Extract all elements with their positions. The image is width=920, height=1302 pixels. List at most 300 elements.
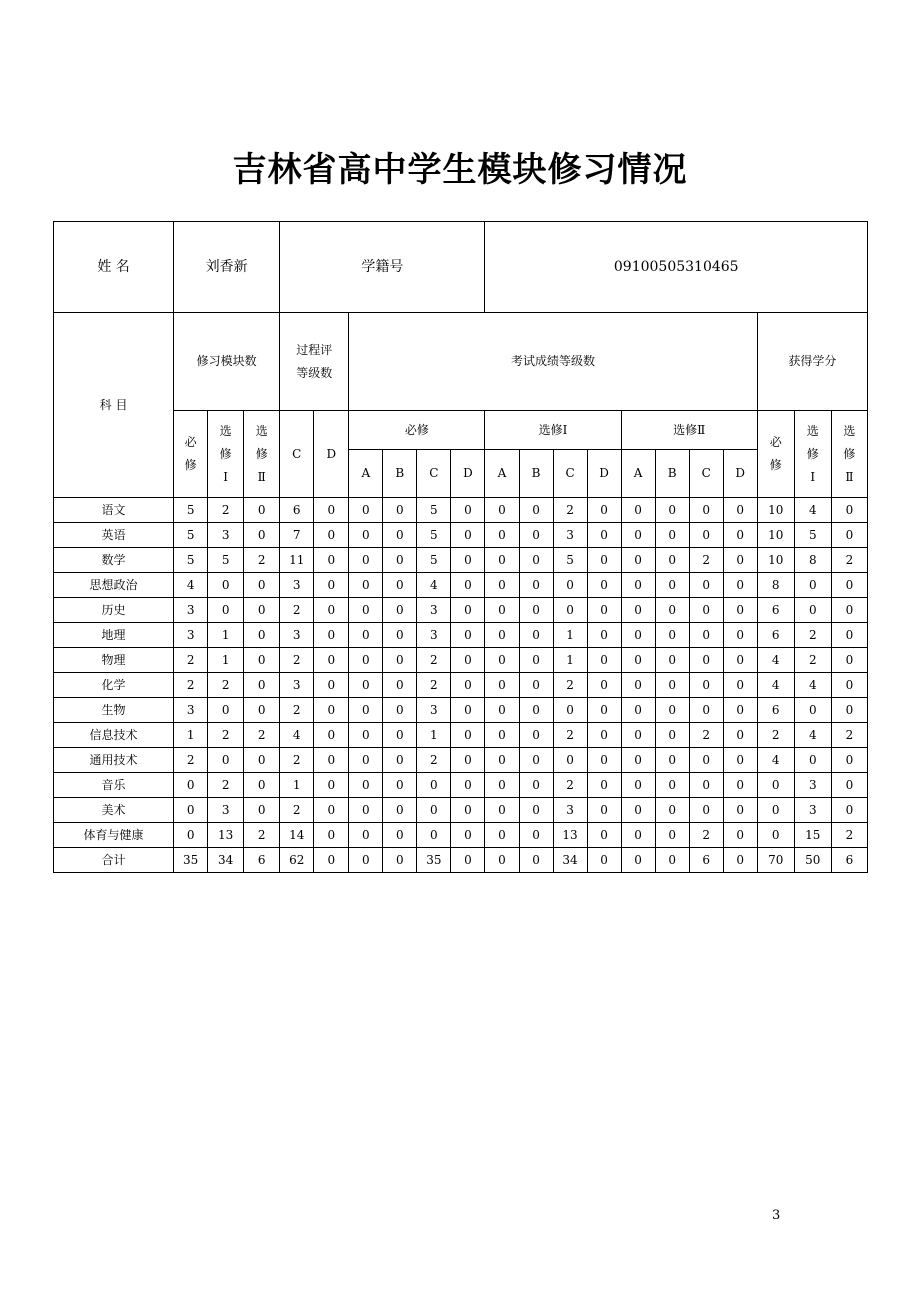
value-cell: 0 bbox=[655, 848, 689, 873]
value-cell: 0 bbox=[621, 648, 655, 673]
subject-header: 科 目 bbox=[54, 313, 174, 498]
value-cell: 0 bbox=[519, 573, 553, 598]
value-cell: 0 bbox=[621, 748, 655, 773]
value-cell: 1 bbox=[553, 648, 587, 673]
char: 必 bbox=[769, 435, 782, 449]
value-cell: 3 bbox=[174, 598, 208, 623]
value-cell: 0 bbox=[451, 623, 485, 648]
subject-cell: 语文 bbox=[54, 498, 174, 523]
value-cell: 0 bbox=[314, 798, 349, 823]
credits-required-header bbox=[757, 411, 794, 498]
value-cell: 0 bbox=[485, 698, 519, 723]
char: Ⅱ bbox=[257, 469, 266, 484]
value-cell: 0 bbox=[655, 798, 689, 823]
value-cell: 0 bbox=[587, 723, 621, 748]
subject-cell: 美术 bbox=[54, 798, 174, 823]
table-row bbox=[54, 748, 868, 773]
value-cell: 0 bbox=[383, 823, 417, 848]
value-cell: 0 bbox=[757, 773, 794, 798]
value-cell: 15 bbox=[794, 823, 831, 848]
value-cell: 0 bbox=[417, 773, 451, 798]
name-value: 刘香新 bbox=[174, 222, 280, 313]
student-id-value: 09100505310465 bbox=[485, 222, 868, 313]
value-cell: 0 bbox=[723, 848, 757, 873]
value-cell: 0 bbox=[723, 798, 757, 823]
value-cell: 0 bbox=[485, 773, 519, 798]
value-cell: 0 bbox=[244, 623, 280, 648]
value-cell: 3 bbox=[553, 798, 587, 823]
value-cell: 0 bbox=[208, 598, 244, 623]
char: 选 bbox=[219, 423, 232, 438]
value-cell: 0 bbox=[349, 598, 383, 623]
student-id-label: 学籍号 bbox=[280, 222, 485, 313]
value-cell: 0 bbox=[174, 773, 208, 798]
value-cell: 0 bbox=[723, 773, 757, 798]
value-cell: 5 bbox=[417, 498, 451, 523]
value-cell: 0 bbox=[383, 748, 417, 773]
page-number: 3 bbox=[772, 1208, 781, 1223]
value-cell: 0 bbox=[451, 848, 485, 873]
value-cell: 0 bbox=[621, 848, 655, 873]
value-cell: 0 bbox=[655, 648, 689, 673]
value-cell: 3 bbox=[280, 573, 314, 598]
value-cell: 0 bbox=[519, 698, 553, 723]
value-cell: 0 bbox=[485, 823, 519, 848]
value-cell: 0 bbox=[451, 548, 485, 573]
value-cell: 0 bbox=[244, 673, 280, 698]
value-cell: 0 bbox=[485, 573, 519, 598]
value-cell: 0 bbox=[794, 748, 831, 773]
value-cell: 2 bbox=[831, 723, 867, 748]
process-grade-header bbox=[280, 313, 349, 411]
value-cell: 0 bbox=[587, 623, 621, 648]
value-cell: 0 bbox=[383, 673, 417, 698]
value-cell: 0 bbox=[831, 573, 867, 598]
modules-elective2-header bbox=[244, 411, 280, 498]
value-cell: 0 bbox=[587, 573, 621, 598]
value-cell: 0 bbox=[519, 673, 553, 698]
value-cell: 0 bbox=[831, 648, 867, 673]
credits-header: 获得学分 bbox=[757, 313, 867, 411]
value-cell: 2 bbox=[831, 823, 867, 848]
value-cell: 0 bbox=[794, 698, 831, 723]
value-cell: 1 bbox=[208, 648, 244, 673]
process-c-header: C bbox=[280, 411, 314, 498]
value-cell: 4 bbox=[280, 723, 314, 748]
value-cell: 0 bbox=[451, 798, 485, 823]
value-cell: 0 bbox=[587, 548, 621, 573]
value-cell: 34 bbox=[553, 848, 587, 873]
value-cell: 0 bbox=[587, 498, 621, 523]
value-cell: 0 bbox=[349, 698, 383, 723]
value-cell: 0 bbox=[655, 573, 689, 598]
table-row bbox=[54, 548, 868, 573]
value-cell: 0 bbox=[383, 598, 417, 623]
exam-elective2-header: 选修Ⅱ bbox=[621, 411, 757, 450]
value-cell: 0 bbox=[451, 823, 485, 848]
value-cell: 5 bbox=[553, 548, 587, 573]
value-cell: 0 bbox=[314, 723, 349, 748]
value-cell: 0 bbox=[244, 748, 280, 773]
value-cell: 0 bbox=[621, 798, 655, 823]
subject-cell: 数学 bbox=[54, 548, 174, 573]
value-cell: 0 bbox=[519, 598, 553, 623]
value-cell: 0 bbox=[314, 698, 349, 723]
value-cell: 2 bbox=[244, 548, 280, 573]
value-cell: 0 bbox=[723, 523, 757, 548]
char: Ⅱ bbox=[845, 469, 854, 484]
value-cell: 5 bbox=[794, 523, 831, 548]
subject-cell: 物理 bbox=[54, 648, 174, 673]
value-cell: 0 bbox=[689, 573, 723, 598]
exam-elective1-header: 选修Ⅰ bbox=[485, 411, 621, 450]
value-cell: 3 bbox=[174, 698, 208, 723]
value-cell: 0 bbox=[174, 823, 208, 848]
grade-c-header: C bbox=[553, 450, 587, 498]
value-cell: 1 bbox=[174, 723, 208, 748]
header-row-2 bbox=[54, 411, 868, 450]
value-cell: 0 bbox=[349, 823, 383, 848]
value-cell: 0 bbox=[314, 573, 349, 598]
value-cell: 1 bbox=[208, 623, 244, 648]
value-cell: 0 bbox=[519, 773, 553, 798]
value-cell: 0 bbox=[794, 573, 831, 598]
student-info-row bbox=[54, 222, 868, 313]
value-cell: 62 bbox=[280, 848, 314, 873]
value-cell: 0 bbox=[519, 723, 553, 748]
subject-cell: 英语 bbox=[54, 523, 174, 548]
value-cell: 8 bbox=[794, 548, 831, 573]
table-row bbox=[54, 773, 868, 798]
value-cell: 0 bbox=[553, 598, 587, 623]
value-cell: 0 bbox=[621, 573, 655, 598]
value-cell: 4 bbox=[794, 498, 831, 523]
value-cell: 0 bbox=[831, 523, 867, 548]
value-cell: 0 bbox=[831, 673, 867, 698]
value-cell: 6 bbox=[757, 698, 794, 723]
grade-d-header: D bbox=[587, 450, 621, 498]
value-cell: 0 bbox=[757, 823, 794, 848]
value-cell: 5 bbox=[174, 548, 208, 573]
value-cell: 5 bbox=[174, 523, 208, 548]
value-cell: 3 bbox=[280, 673, 314, 698]
value-cell: 50 bbox=[794, 848, 831, 873]
value-cell: 0 bbox=[655, 548, 689, 573]
value-cell: 2 bbox=[417, 673, 451, 698]
value-cell: 0 bbox=[349, 548, 383, 573]
value-cell: 0 bbox=[519, 748, 553, 773]
value-cell: 10 bbox=[757, 498, 794, 523]
value-cell: 0 bbox=[383, 698, 417, 723]
value-cell: 4 bbox=[417, 573, 451, 598]
value-cell: 2 bbox=[553, 673, 587, 698]
table-row bbox=[54, 598, 868, 623]
grade-b-header: B bbox=[519, 450, 553, 498]
value-cell: 0 bbox=[349, 573, 383, 598]
value-cell: 3 bbox=[417, 698, 451, 723]
char: 修 bbox=[806, 446, 819, 461]
value-cell: 0 bbox=[485, 748, 519, 773]
value-cell: 2 bbox=[208, 673, 244, 698]
value-cell: 2 bbox=[280, 598, 314, 623]
value-cell: 11 bbox=[280, 548, 314, 573]
value-cell: 0 bbox=[757, 798, 794, 823]
value-cell: 3 bbox=[280, 623, 314, 648]
module-study-table bbox=[53, 221, 868, 873]
value-cell: 0 bbox=[244, 573, 280, 598]
value-cell: 0 bbox=[174, 798, 208, 823]
value-cell: 0 bbox=[655, 773, 689, 798]
value-cell: 0 bbox=[244, 698, 280, 723]
char: 必 bbox=[184, 435, 197, 449]
value-cell: 0 bbox=[417, 798, 451, 823]
grade-d-header: D bbox=[451, 450, 485, 498]
value-cell: 2 bbox=[417, 748, 451, 773]
value-cell: 2 bbox=[757, 723, 794, 748]
process-header-line2: 等级数 bbox=[296, 365, 333, 380]
table-row bbox=[54, 648, 868, 673]
value-cell: 0 bbox=[689, 798, 723, 823]
value-cell: 2 bbox=[794, 648, 831, 673]
value-cell: 0 bbox=[314, 598, 349, 623]
value-cell: 0 bbox=[553, 698, 587, 723]
value-cell: 0 bbox=[655, 598, 689, 623]
value-cell: 0 bbox=[383, 648, 417, 673]
table-row bbox=[54, 698, 868, 723]
value-cell: 2 bbox=[831, 548, 867, 573]
value-cell: 0 bbox=[485, 723, 519, 748]
value-cell: 0 bbox=[553, 573, 587, 598]
value-cell: 0 bbox=[723, 598, 757, 623]
value-cell: 0 bbox=[655, 498, 689, 523]
value-cell: 0 bbox=[485, 598, 519, 623]
value-cell: 0 bbox=[723, 498, 757, 523]
value-cell: 0 bbox=[383, 798, 417, 823]
value-cell: 0 bbox=[383, 523, 417, 548]
value-cell: 0 bbox=[417, 823, 451, 848]
value-cell: 0 bbox=[383, 623, 417, 648]
value-cell: 0 bbox=[349, 723, 383, 748]
value-cell: 0 bbox=[519, 798, 553, 823]
grade-c-header: C bbox=[417, 450, 451, 498]
modules-header: 修习模块数 bbox=[174, 313, 280, 411]
value-cell: 10 bbox=[757, 548, 794, 573]
table-row bbox=[54, 798, 868, 823]
grade-b-header: B bbox=[655, 450, 689, 498]
value-cell: 0 bbox=[621, 723, 655, 748]
char: 选 bbox=[255, 423, 268, 438]
value-cell: 2 bbox=[244, 823, 280, 848]
value-cell: 0 bbox=[655, 723, 689, 748]
value-cell: 0 bbox=[723, 548, 757, 573]
value-cell: 0 bbox=[244, 648, 280, 673]
subject-cell: 合计 bbox=[54, 848, 174, 873]
modules-elective1-header bbox=[208, 411, 244, 498]
value-cell: 0 bbox=[314, 848, 349, 873]
value-cell: 0 bbox=[519, 623, 553, 648]
value-cell: 0 bbox=[831, 623, 867, 648]
value-cell: 8 bbox=[757, 573, 794, 598]
value-cell: 0 bbox=[451, 698, 485, 723]
value-cell: 0 bbox=[587, 773, 621, 798]
value-cell: 3 bbox=[553, 523, 587, 548]
value-cell: 0 bbox=[587, 598, 621, 623]
value-cell: 3 bbox=[794, 798, 831, 823]
value-cell: 0 bbox=[519, 648, 553, 673]
value-cell: 0 bbox=[451, 573, 485, 598]
value-cell: 0 bbox=[723, 823, 757, 848]
value-cell: 0 bbox=[485, 623, 519, 648]
value-cell: 14 bbox=[280, 823, 314, 848]
value-cell: 2 bbox=[174, 748, 208, 773]
value-cell: 70 bbox=[757, 848, 794, 873]
value-cell: 0 bbox=[831, 698, 867, 723]
credits-elective1-header bbox=[794, 411, 831, 498]
value-cell: 0 bbox=[519, 548, 553, 573]
value-cell: 3 bbox=[208, 523, 244, 548]
subject-cell: 生物 bbox=[54, 698, 174, 723]
value-cell: 2 bbox=[174, 648, 208, 673]
table-body bbox=[54, 498, 868, 873]
value-cell: 0 bbox=[451, 648, 485, 673]
value-cell: 0 bbox=[689, 698, 723, 723]
value-cell: 6 bbox=[280, 498, 314, 523]
value-cell: 0 bbox=[723, 673, 757, 698]
value-cell: 6 bbox=[689, 848, 723, 873]
subject-cell: 体育与健康 bbox=[54, 823, 174, 848]
value-cell: 6 bbox=[757, 623, 794, 648]
process-d-header: D bbox=[314, 411, 349, 498]
value-cell: 0 bbox=[723, 648, 757, 673]
table-row bbox=[54, 523, 868, 548]
value-cell: 0 bbox=[485, 798, 519, 823]
char: 修 bbox=[769, 458, 782, 472]
table-row bbox=[54, 498, 868, 523]
value-cell: 0 bbox=[519, 498, 553, 523]
value-cell: 1 bbox=[553, 623, 587, 648]
value-cell: 3 bbox=[417, 623, 451, 648]
value-cell: 1 bbox=[280, 773, 314, 798]
value-cell: 2 bbox=[689, 723, 723, 748]
value-cell: 0 bbox=[831, 748, 867, 773]
value-cell: 2 bbox=[280, 648, 314, 673]
value-cell: 0 bbox=[587, 748, 621, 773]
value-cell: 0 bbox=[208, 698, 244, 723]
char: 修 bbox=[219, 446, 232, 461]
value-cell: 0 bbox=[723, 623, 757, 648]
value-cell: 2 bbox=[553, 723, 587, 748]
value-cell: 0 bbox=[621, 773, 655, 798]
value-cell: 2 bbox=[208, 723, 244, 748]
value-cell: 0 bbox=[794, 598, 831, 623]
grade-c-header: C bbox=[689, 450, 723, 498]
name-label: 姓 名 bbox=[54, 222, 174, 313]
subject-cell: 音乐 bbox=[54, 773, 174, 798]
value-cell: 0 bbox=[553, 748, 587, 773]
value-cell: 3 bbox=[208, 798, 244, 823]
subject-cell: 地理 bbox=[54, 623, 174, 648]
value-cell: 0 bbox=[314, 748, 349, 773]
value-cell: 0 bbox=[587, 523, 621, 548]
value-cell: 2 bbox=[174, 673, 208, 698]
value-cell: 0 bbox=[451, 723, 485, 748]
value-cell: 0 bbox=[485, 848, 519, 873]
value-cell: 34 bbox=[208, 848, 244, 873]
value-cell: 2 bbox=[553, 773, 587, 798]
value-cell: 0 bbox=[349, 498, 383, 523]
value-cell: 0 bbox=[621, 698, 655, 723]
char: 修 bbox=[255, 446, 268, 461]
value-cell: 0 bbox=[519, 523, 553, 548]
value-cell: 0 bbox=[831, 498, 867, 523]
process-header-line1: 过程评 bbox=[296, 342, 333, 357]
char: Ⅰ bbox=[223, 469, 229, 484]
value-cell: 0 bbox=[587, 648, 621, 673]
value-cell: 0 bbox=[451, 598, 485, 623]
value-cell: 0 bbox=[314, 498, 349, 523]
value-cell: 4 bbox=[757, 673, 794, 698]
value-cell: 0 bbox=[655, 523, 689, 548]
value-cell: 0 bbox=[244, 773, 280, 798]
value-cell: 13 bbox=[553, 823, 587, 848]
value-cell: 0 bbox=[519, 848, 553, 873]
value-cell: 2 bbox=[208, 773, 244, 798]
subject-cell: 通用技术 bbox=[54, 748, 174, 773]
char: 修 bbox=[184, 458, 197, 472]
value-cell: 0 bbox=[723, 723, 757, 748]
value-cell: 0 bbox=[723, 698, 757, 723]
table-row bbox=[54, 848, 868, 873]
value-cell: 0 bbox=[723, 573, 757, 598]
value-cell: 0 bbox=[244, 498, 280, 523]
value-cell: 2 bbox=[280, 698, 314, 723]
value-cell: 0 bbox=[349, 673, 383, 698]
value-cell: 0 bbox=[485, 498, 519, 523]
value-cell: 2 bbox=[689, 548, 723, 573]
value-cell: 0 bbox=[383, 498, 417, 523]
value-cell: 0 bbox=[485, 648, 519, 673]
value-cell: 0 bbox=[587, 798, 621, 823]
value-cell: 4 bbox=[757, 648, 794, 673]
exam-required-header: 必修 bbox=[349, 411, 485, 450]
value-cell: 3 bbox=[174, 623, 208, 648]
value-cell: 7 bbox=[280, 523, 314, 548]
value-cell: 0 bbox=[689, 598, 723, 623]
value-cell: 0 bbox=[383, 573, 417, 598]
value-cell: 0 bbox=[485, 548, 519, 573]
value-cell: 0 bbox=[349, 748, 383, 773]
value-cell: 5 bbox=[208, 548, 244, 573]
value-cell: 0 bbox=[621, 823, 655, 848]
value-cell: 0 bbox=[451, 773, 485, 798]
subject-cell: 化学 bbox=[54, 673, 174, 698]
value-cell: 0 bbox=[451, 748, 485, 773]
value-cell: 0 bbox=[349, 523, 383, 548]
value-cell: 0 bbox=[587, 698, 621, 723]
value-cell: 0 bbox=[383, 548, 417, 573]
value-cell: 0 bbox=[689, 748, 723, 773]
value-cell: 5 bbox=[174, 498, 208, 523]
value-cell: 0 bbox=[689, 648, 723, 673]
value-cell: 0 bbox=[314, 648, 349, 673]
value-cell: 0 bbox=[314, 548, 349, 573]
value-cell: 2 bbox=[280, 748, 314, 773]
value-cell: 0 bbox=[349, 648, 383, 673]
value-cell: 0 bbox=[314, 823, 349, 848]
value-cell: 0 bbox=[314, 523, 349, 548]
char: 修 bbox=[843, 446, 856, 461]
value-cell: 3 bbox=[417, 598, 451, 623]
